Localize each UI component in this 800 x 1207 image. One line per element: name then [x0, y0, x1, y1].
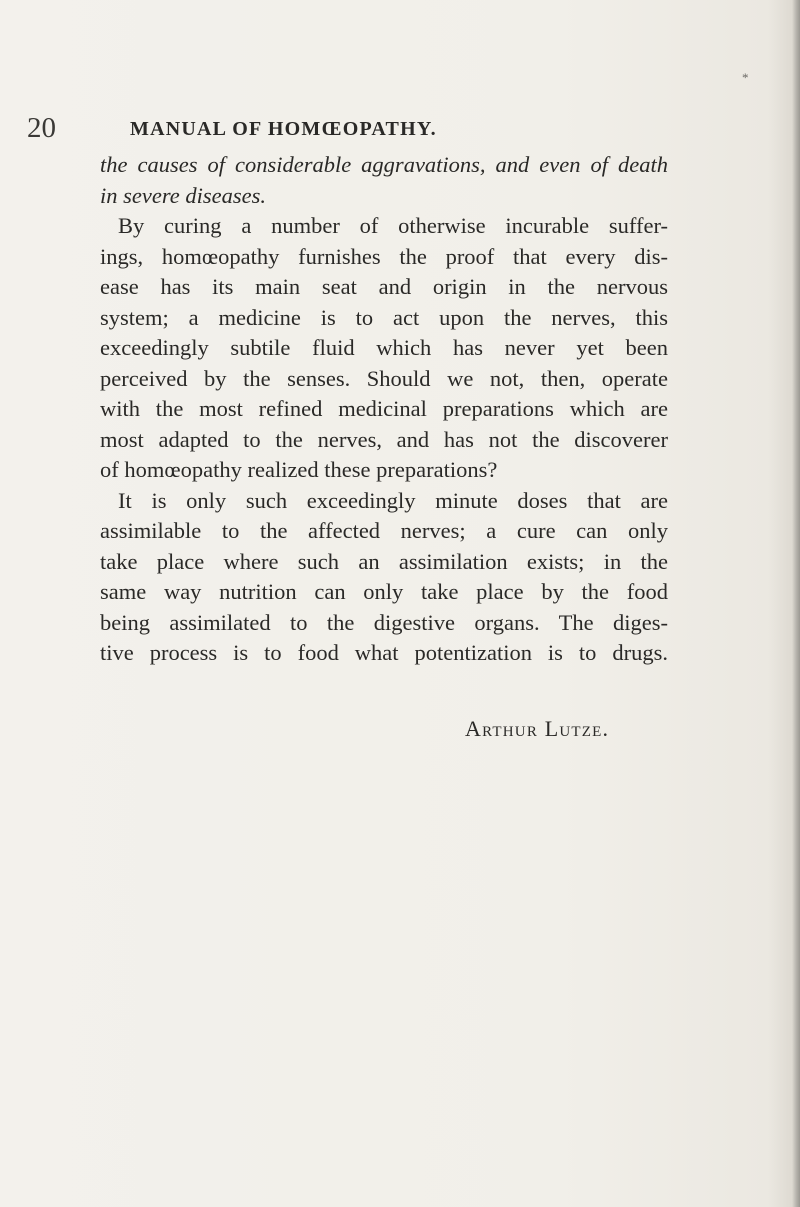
- text-line: of homœopathy realized these preparations?: [100, 457, 498, 482]
- text-line: By curing a number of otherwise incurable suffer-: [118, 213, 668, 238]
- running-title: MANUAL OF HOMŒOPATHY.: [130, 118, 437, 140]
- text-line: tive process is to food what potentization is to drugs.: [100, 640, 668, 665]
- text-line: most adapted to the nerves, and has not the discoverer: [100, 426, 668, 452]
- text-line: same way nutrition can only take place by the food: [100, 579, 668, 604]
- text-line: in severe diseases.: [100, 182, 266, 208]
- running-head: [0, 108, 800, 148]
- text-line: exceedingly subtile fluid which has never yet been: [100, 335, 668, 360]
- author-signature: Arthur Lutze.: [465, 716, 610, 741]
- text-line: the causes of considerable aggravations, and even of death: [100, 152, 668, 177]
- text-line: ease has its main seat and origin in the nervous: [100, 274, 668, 299]
- text-line: perceived by the senses. Should we not, then, operate: [100, 365, 668, 391]
- text-line: system; a medicine is to act upon the nerves, this: [100, 304, 668, 330]
- text-line: ings, homœopathy furnishes the proof that every dis-: [100, 243, 668, 269]
- body-text: [100, 150, 668, 669]
- margin-mark: *: [742, 70, 749, 85]
- text-line: It is only such exceedingly minute doses that are: [118, 487, 668, 513]
- text-line: with the most refined medicinal preparations which are: [100, 396, 668, 421]
- text-line: assimilable to the affected nerves; a cure can only: [100, 518, 668, 543]
- text-line: take place where such an assimilation exists; in the: [100, 548, 668, 574]
- text-line: being assimilated to the digestive organs. The diges-: [100, 609, 668, 635]
- page-number: 20: [27, 112, 56, 144]
- page-edge-shadow: [792, 0, 800, 1207]
